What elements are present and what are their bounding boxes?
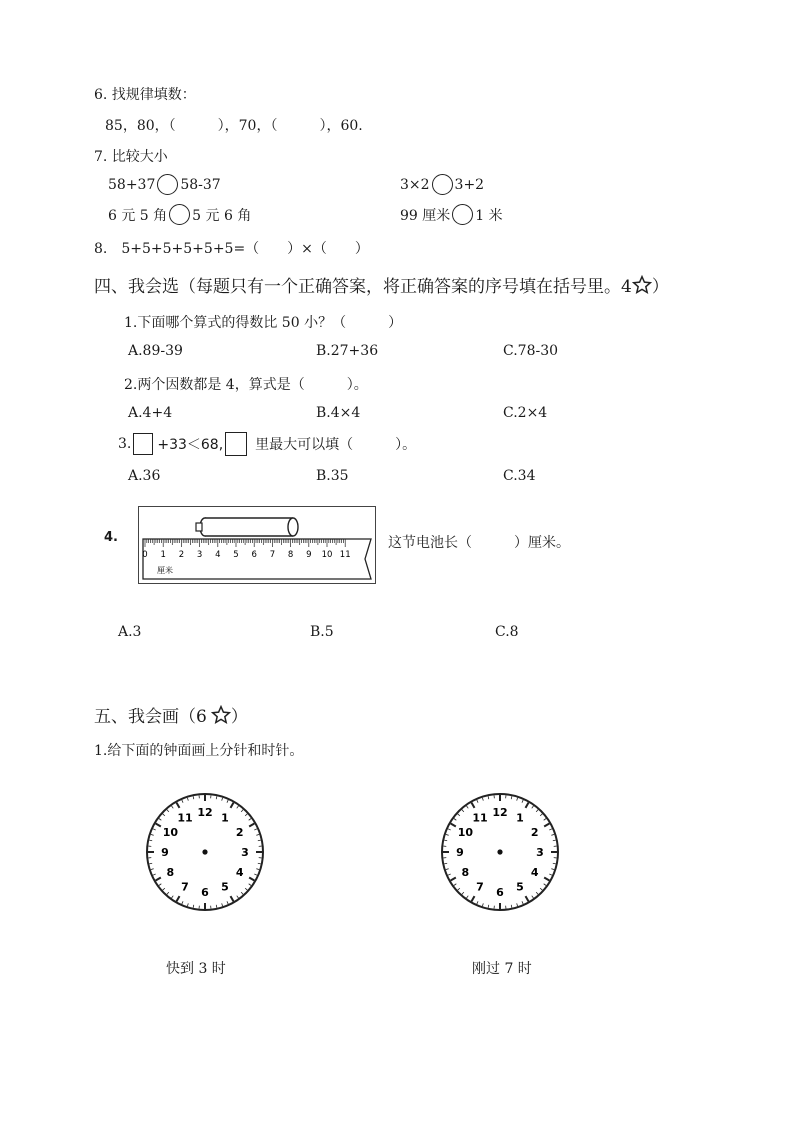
q8-text: 8. 5+5+5+5+5+5=（ ）×（ ） [94,241,369,257]
compare-right: 5 元 6 角 [192,207,252,224]
ruler-tick-label: 0 [142,550,148,560]
s4-q3-expression: +33＜68, [157,437,224,453]
ruler-tick-label: 1 [160,550,166,560]
s4-q4-number: 4. [104,530,118,545]
ruler-tick-label: 6 [251,550,257,560]
compare-left: 99 厘米 [400,207,451,224]
ruler-tick-label: 3 [196,550,203,560]
clock-number: 4 [235,866,244,879]
clock-center [497,849,502,854]
s4-q3-number: 3. [118,436,132,452]
s4-q4-option-a[interactable]: A.3 [118,624,142,640]
ruler-unit-label: 厘米 [157,566,173,575]
clock-face-1[interactable] [143,790,267,918]
s4-q4-text: 这节电池长（ ）厘米。 [388,535,570,551]
clock-number: 11 [472,811,488,825]
s4-q2-text: 2.两个因数都是 4，算式是（ ）。 [124,377,368,393]
clock-number: 5 [221,880,229,894]
s4-q3-tail: 里最大可以填（ ）。 [255,437,417,453]
section5-title-text: 五、我会画（6 [94,707,207,727]
clock-number: 9 [456,846,464,859]
s4-q1-option-c[interactable]: C.78-30 [503,343,559,359]
ruler-tick-label: 10 [321,550,333,560]
q6-sequence: 85，80，（ ），70，（ ），60. [105,118,363,134]
s4-q2-option-b[interactable]: B.4×4 [316,405,361,421]
s4-q4-option-b[interactable]: B.5 [310,624,334,640]
star-outline-icon [211,705,231,725]
clock-number: 1 [516,811,524,825]
compare-circle[interactable] [432,174,453,195]
compare-right: 58-37 [180,176,221,193]
s4-q1-text: 1.下面哪个算式的得数比 50 小？（ ） [124,315,403,331]
compare-right: 1 米 [475,207,503,224]
ruler-tick-label: 8 [287,550,294,560]
clock-number: 5 [516,880,524,894]
clock-number: 2 [235,826,244,839]
s4-q2-option-c[interactable]: C.2×4 [503,405,548,421]
section4-title [94,272,669,297]
compare-item-4 [400,204,503,225]
s4-q3-option-c[interactable]: C.34 [503,468,536,484]
clock-number: 12 [197,806,213,819]
clock-number: 6 [496,886,504,899]
section4-title-text: 四、我会选（每题只有一个正确答案，将正确答案的序号填在括号里。4 [94,277,632,297]
section5-title-close: ） [230,707,248,727]
section5-title [94,702,248,727]
clock-caption-2: 刚过 7 时 [472,961,532,977]
ruler-tick-label: 5 [233,550,239,560]
compare-item-2 [400,174,484,195]
s4-q4-option-c[interactable]: C.8 [495,624,519,640]
s4-q2-option-a[interactable]: A.4+4 [128,405,173,421]
s5-q1-text: 1.给下面的钟面画上分针和时针。 [94,743,304,759]
ruler-tick-label: 4 [215,550,221,560]
ruler-tick-label: 9 [306,550,312,560]
compare-left: 3×2 [400,176,430,193]
s4-q1-option-a[interactable]: A.89-39 [128,343,183,359]
compare-circle[interactable] [169,204,190,225]
compare-circle[interactable] [157,174,178,195]
compare-left: 58+37 [108,176,156,193]
clock-number: 6 [201,886,209,899]
clock-number: 2 [530,826,539,839]
answer-box[interactable] [225,432,247,456]
s4-q3-option-b[interactable]: B.35 [316,468,349,484]
clock-center [202,849,207,854]
battery-ruler-figure [138,506,376,584]
compare-item-3 [108,204,251,225]
ruler-battery-drawing [139,507,375,583]
clock-number: 8 [166,866,175,879]
clock-number: 11 [177,811,193,825]
clock-face-2[interactable] [438,790,562,918]
ruler-tick-label: 2 [178,550,185,560]
clock-number: 1 [221,811,229,825]
clock-number: 10 [457,826,474,839]
clock-number: 3 [536,846,544,859]
star-outline-icon [632,275,652,295]
s4-q3-option-a[interactable]: A.36 [128,468,161,484]
compare-item-1 [108,174,221,195]
clock-number: 4 [530,866,539,879]
clock-number: 12 [492,806,508,819]
s4-q3-text [118,432,416,456]
ruler-tick-label: 7 [269,550,276,560]
q6-label: 6. 找规律填数： [94,87,196,103]
clock-number: 3 [241,846,249,859]
compare-left: 6 元 5 角 [108,207,168,224]
compare-circle[interactable] [452,204,473,225]
clock-number: 10 [162,826,179,839]
clock-number: 8 [461,866,470,879]
q7-label: 7. 比较大小 [94,149,168,165]
section4-title-close: ） [651,277,669,297]
clock-number: 7 [181,880,189,894]
answer-box[interactable] [133,433,153,455]
clock-caption-1: 快到 3 时 [166,961,226,977]
ruler-tick-label: 11 [339,550,351,560]
s4-q1-option-b[interactable]: B.27+36 [316,343,379,359]
clock-number: 7 [476,880,484,894]
compare-right: 3+2 [454,176,485,193]
clock-number: 9 [161,846,169,859]
